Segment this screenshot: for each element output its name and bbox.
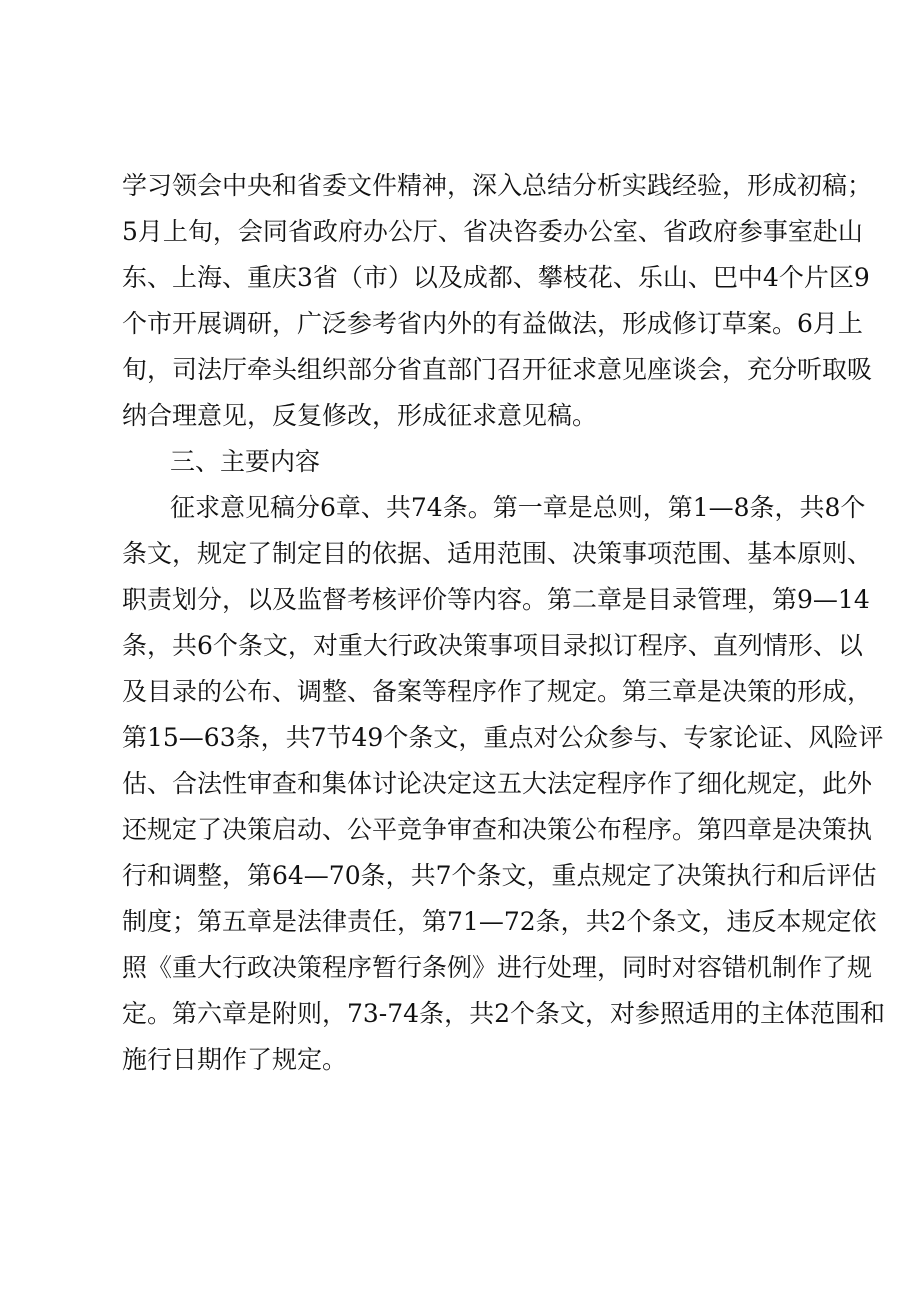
paragraph-line: 5月上旬，会同省政府办公厅、省决咨委办公室、省政府参事室赴山 xyxy=(122,217,863,246)
paragraph-line: 条文，规定了制定目的依据、适用范围、决策事项范围、基本原则、 xyxy=(122,539,873,568)
paragraph-line: 纳合理意见，反复修改，形成征求意见稿。 xyxy=(122,401,598,430)
paragraph-line: 施行日期作了规定。 xyxy=(122,1045,348,1074)
paragraph-line: 职责划分，以及监督考核评价等内容。第二章是目录管理，第9—14 xyxy=(122,585,870,614)
paragraph-line: 照《重大行政决策程序暂行条例》进行处理，同时对容错机制作了规 xyxy=(122,953,873,982)
paragraph-line: 第15—63条，共7节49个条文，重点对公众参与、专家论证、风险评 xyxy=(122,723,884,752)
paragraph-line: 征求意见稿分6章、共74条。第一章是总则，第1—8条，共8个 xyxy=(170,493,866,522)
paragraph-line: 还规定了决策启动、公平竞争审查和决策公布程序。第四章是决策执 xyxy=(122,815,873,844)
paragraph-line: 个市开展调研，广泛参考省内外的有益做法，形成修订草案。6月上 xyxy=(122,309,863,338)
paragraph-line: 旬，司法厅牵头组织部分省直部门召开征求意见座谈会，充分听取吸 xyxy=(122,355,873,384)
paragraph-line: 条，共6个条文，对重大行政决策事项目录拟订程序、直列情形、以 xyxy=(122,631,863,660)
paragraph-line: 制度；第五章是法律责任，第71—72条，共2个条文，违反本规定依 xyxy=(122,907,877,936)
section-heading: 三、主要内容 xyxy=(170,447,321,476)
paragraph-line: 行和调整，第64—70条，共7个条文，重点规定了决策执行和后评估 xyxy=(122,861,877,890)
paragraph-line: 学习领会中央和省委文件精神，深入总结分析实践经验，形成初稿； xyxy=(122,171,873,200)
paragraph-line: 及目录的公布、调整、备案等程序作了规定。第三章是决策的形成， xyxy=(122,677,873,706)
paragraph-line: 东、上海、重庆3省（市）以及成都、攀枝花、乐山、巴中4个片区9 xyxy=(122,263,870,292)
paragraph-line: 定。第六章是附则，73-74条，共2个条文，对参照适用的主体范围和 xyxy=(122,999,885,1028)
paragraph-line: 估、合法性审查和集体讨论决定这五大法定程序作了细化规定，此外 xyxy=(122,769,873,798)
